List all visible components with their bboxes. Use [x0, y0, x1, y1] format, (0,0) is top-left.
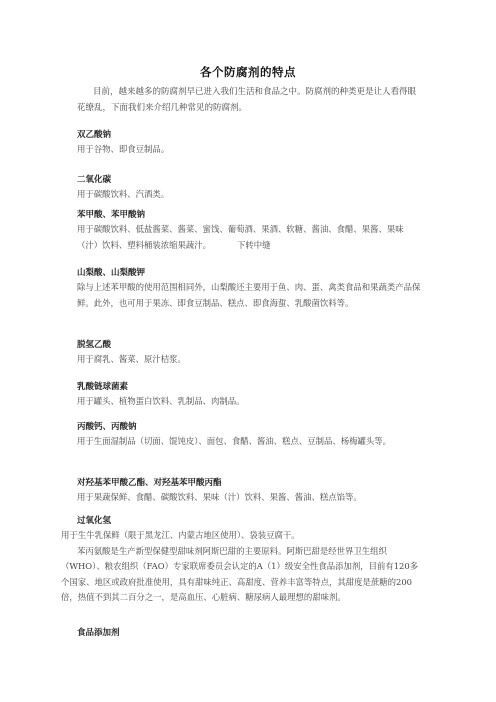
- section-text: 用于罐头、植物蛋白饮料、乳制品、肉制品。: [77, 396, 245, 406]
- section-rusuanlianqiujunsu: [77, 380, 422, 410]
- section-duiqiangji: [77, 476, 422, 506]
- section-shuangyisuanna: [77, 128, 422, 158]
- section-text: 用于生面湿制品（切面、馄饨皮）、面包、食醋、酱油、糕点、豆制品、杨梅罐头等。: [77, 436, 392, 446]
- section-heading: 食品添加剂: [77, 628, 120, 638]
- section-heading: 乳酸链球菌素: [77, 382, 129, 392]
- section-text: 用于谷物、即食豆制品。: [77, 144, 170, 154]
- section-guoyanghuaqing: [61, 514, 422, 606]
- intro-paragraph: 目前，越来越多的防腐剂早已进入我们生活和食品之中。防腐剂的种类更是让人看得眼花缭乱，下面我们来介绍几种常见的防腐剂。: [77, 87, 417, 113]
- section-eryanghuatan: [77, 173, 422, 203]
- section-heading: 双乙酸钠: [77, 130, 112, 140]
- section-benjiasuan: [77, 208, 422, 253]
- section-heading: 过氧化氢: [77, 516, 112, 526]
- section-text: 用于果蔬保鲜、食醋、碳酸饮料、果味（汁）饮料、果酱、酱油、糕点馅等。: [77, 492, 362, 502]
- section-bingsuangai: [77, 420, 422, 450]
- section-heading: 对羟基苯甲酸乙酯、对羟基苯甲酸丙酯: [77, 478, 222, 488]
- section-text: [77, 222, 422, 253]
- section-shipintianjiaji: [77, 626, 422, 640]
- section-heading: 苯甲酸、苯甲酸钠: [77, 210, 146, 220]
- continued-note: 下转中缝: [237, 239, 271, 250]
- aspartame-paragraph: 苯丙氨酸是生产新型保健型甜味剂阿斯巴甜的主要原料。阿斯巴甜是经世界卫生组织（WHO）、粮农组织（FAO）专家联席委员会认定的A（1）级安全性食品添加剂，目前有120多个国家、地区或政府批准使用，具有甜味纯正、高甜度、营养丰富等特点，其甜度是蔗糖的200倍，热值不到其二百分之一，是高血压、心脏病、糖尿病人最理想的甜味剂。: [61, 545, 419, 602]
- section-text: 除与上述苯甲酸的使用范围相同外，山梨酸还主要用于鱼、肉、蛋、禽类食品和果蔬类产品保鲜。此外，也可用于果冻、即食豆制品、糕点、即食海蜇、乳酸菌饮料等。: [77, 282, 421, 308]
- section-text: 用于生牛乳保鲜（限于黑龙江、内蒙古地区使用）、袋装豆腐干。: [61, 530, 300, 540]
- section-text-body: 用于碳酸饮料、低盐酱菜、酱菜、蜜饯、葡萄酒、果酒、软糖、酱油、食醋、果酱、果味（汁）饮料、塑料桶装浓缩果蔬汁。: [77, 224, 404, 250]
- section-tuoqingyisuan: [77, 338, 422, 368]
- section-text: 用于碳酸饮料、汽酒类。: [77, 189, 170, 199]
- section-shanlisuan: [77, 266, 422, 311]
- section-heading: 脱氢乙酸: [77, 340, 112, 350]
- section-heading: 丙酸钙、丙酸钠: [77, 422, 137, 432]
- section-heading: 山梨酸、山梨酸钾: [77, 268, 146, 278]
- section-heading: 二氧化碳: [77, 175, 112, 185]
- page-title: 各个防腐剂的特点: [200, 65, 296, 79]
- section-text: 用于腐乳、酱菜、原汁桔浆。: [77, 354, 186, 364]
